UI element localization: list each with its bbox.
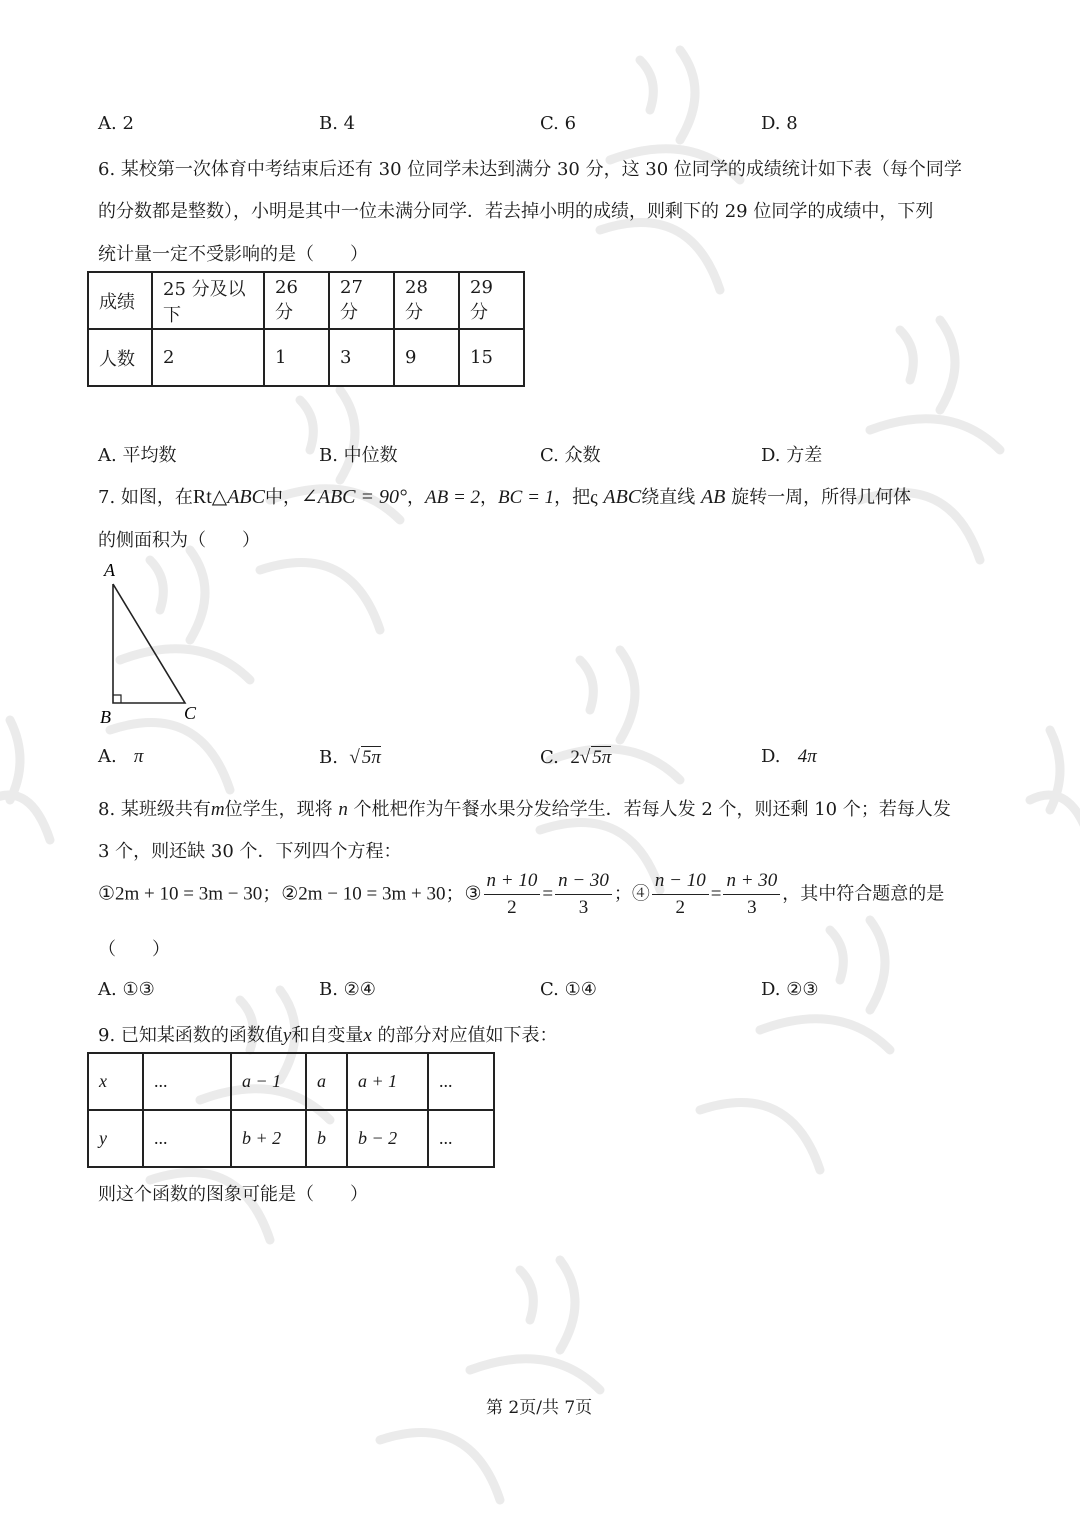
table-cell: ... xyxy=(143,1053,231,1110)
q5-option-b: B. 4 xyxy=(319,113,356,134)
q8-option-a: A. ①③ xyxy=(98,979,155,1000)
q7-ba: ，把 xyxy=(554,487,591,508)
q7-bc: BC = 1 xyxy=(498,487,555,508)
q7-option-a xyxy=(98,746,143,768)
table-cell: b − 2 xyxy=(347,1110,428,1167)
vertex-label-b: B xyxy=(100,707,111,727)
option-value: 5π xyxy=(592,747,612,768)
table-row xyxy=(88,1110,494,1167)
q8-answer-paren: （ ） xyxy=(98,939,170,960)
q5-option-a: A. 2 xyxy=(98,113,134,134)
q8-text-a: 8. 某班级共有 xyxy=(98,799,211,820)
option-label: C. xyxy=(540,747,559,768)
q7-mid: 中， xyxy=(264,487,301,508)
q9-var-y: y xyxy=(282,1025,292,1046)
q7-option-b: B. √ 5π xyxy=(319,747,381,768)
option-value: 5π xyxy=(361,747,381,768)
table-cell: a + 1 xyxy=(347,1053,428,1110)
table-cell: 人数 xyxy=(88,329,152,386)
table-cell: 成绩 xyxy=(88,272,152,329)
q8-var-n: n xyxy=(338,799,348,820)
table-row xyxy=(88,1053,494,1110)
q6-option-c: C. 众数 xyxy=(540,445,601,466)
fraction: $\frac{n - 30}{3}$ xyxy=(555,868,612,921)
q7-stem-line2: 的侧面积为（ ） xyxy=(98,530,260,551)
fraction: $\frac{n + 10}{2}$ xyxy=(484,868,541,921)
table-cell: ... xyxy=(428,1110,494,1167)
q8-stem-line1 xyxy=(98,795,951,821)
table-row xyxy=(88,329,524,386)
q9-question: 则这个函数的图象可能是（ ） xyxy=(98,1184,368,1205)
q7-abc: ABC xyxy=(227,486,265,508)
q8-text-c: 个枇杷作为午餐水果分发给学生．若每人发 2 个，则还剩 10 个；若每人发 xyxy=(353,799,951,820)
table-cell: ... xyxy=(143,1110,231,1167)
page-number: 第 2页/共 7页 xyxy=(486,1398,593,1418)
q7-prefix: 7. 如图，在 xyxy=(98,487,193,508)
q8-option-d: D. ②③ xyxy=(761,979,819,1000)
option-label: A. xyxy=(98,746,117,767)
q9-value-table xyxy=(87,1052,495,1168)
option-value: 4π xyxy=(797,746,817,767)
q5-option-d: D. 8 xyxy=(761,113,798,134)
q6-stem-line3: 统计量一定不受影响的是（ ） xyxy=(98,244,368,265)
q7-stem-line1: 7. 如图，在Rt△ABC中，∠ABC = 90°，AB = 2，BC = 1，把ς ABC绕直线 AB 旋转一周，所得几何体 xyxy=(98,486,912,508)
q7-ab: AB = 2 xyxy=(425,487,481,508)
q6-stem-line2: 的分数都是整数），小明是其中一位未满分同学．若去掉小明的成绩，则剩下的 29 位同学的成绩中，下列 xyxy=(98,201,934,222)
q9-stem xyxy=(98,1021,558,1047)
q7-option-d xyxy=(761,746,817,768)
q8-eq-1-2: ①2m + 10 = 3m − 30；②2m − 10 = 3m + 30；③ xyxy=(98,883,482,905)
q6-option-d: D. 方差 xyxy=(761,445,823,466)
q9-text-c: 的部分对应值如下表： xyxy=(377,1025,558,1046)
table-cell: 26 分 xyxy=(264,272,329,329)
table-cell: 1 xyxy=(264,329,329,386)
table-cell: 25 分及以下 xyxy=(152,272,264,329)
q7-rt: Rt△ xyxy=(192,486,228,508)
q6-option-a: A. 平均数 xyxy=(98,445,177,466)
q8-var-m: m xyxy=(210,799,225,820)
option-value: π xyxy=(133,746,144,767)
q7-angle: ∠ABC = 90° xyxy=(300,486,407,508)
q6-stem-line1: 6. 某校第一次体育中考结束后还有 30 位同学未达到满分 30 分，这 30 位同学的成绩统计如下表（每个同学 xyxy=(98,159,962,180)
table-cell: x xyxy=(88,1053,143,1110)
table-cell: b xyxy=(306,1110,347,1167)
vertex-label-c: C xyxy=(184,703,197,723)
table-cell: y xyxy=(88,1110,143,1167)
q7-option-c: C. 2√ 5π xyxy=(540,747,612,768)
right-angle-mark xyxy=(113,695,121,703)
q8-text-b: 位学生，现将 xyxy=(224,799,333,820)
table-cell: a xyxy=(306,1053,347,1110)
q7-triangle-figure xyxy=(96,558,216,728)
q6-score-table xyxy=(87,271,525,387)
q7-abc2: ABC xyxy=(603,486,642,508)
table-cell: b + 2 xyxy=(231,1110,306,1167)
q7-tail: 旋转一周，所得几何体 xyxy=(731,487,912,508)
q9-text-a: 9. 已知某函数的函数值 xyxy=(98,1025,283,1046)
table-cell: 3 xyxy=(329,329,394,386)
table-cell: 15 xyxy=(459,329,524,386)
fraction: $\frac{n - 10}{2}$ xyxy=(652,868,709,921)
fraction: $\frac{n + 30}{3}$ xyxy=(723,868,780,921)
table-cell: 9 xyxy=(394,329,459,386)
q9-text-b: 和自变量 xyxy=(291,1025,364,1046)
q5-option-c: C. 6 xyxy=(540,113,577,134)
q8-stem-line2: 3 个，则还缺 30 个．下列四个方程： xyxy=(98,841,402,862)
table-cell: a − 1 xyxy=(231,1053,306,1110)
table-cell: 2 xyxy=(152,329,264,386)
option-label: B. xyxy=(319,747,338,768)
q7-rot: 绕直线 xyxy=(641,487,696,508)
table-row xyxy=(88,272,524,329)
table-cell: ... xyxy=(428,1053,494,1110)
q8-equations: ①2m + 10 = 3m − 30；②2m − 10 = 3m + 30；③ $\frac{n + 10}{2}$ = $\frac{n - 30}{3}$ ；④ $\frac{n - 10}{2}$ = $\frac{n + 30}{3}$ ，其中符合题意的是 xyxy=(98,868,944,921)
q8-option-b: B. ②④ xyxy=(319,979,376,1000)
table-cell: 29 分 xyxy=(459,272,524,329)
q7-ab2: AB xyxy=(700,486,726,508)
q7-sym: ς xyxy=(590,487,598,508)
option-label: D. xyxy=(761,746,781,767)
table-cell: 27 分 xyxy=(329,272,394,329)
q8-mid: ；④ xyxy=(613,883,650,905)
table-cell: 28 分 xyxy=(394,272,459,329)
triangle-shape xyxy=(113,584,185,703)
option-coef: 2 xyxy=(570,747,580,768)
q8-option-c: C. ①④ xyxy=(540,979,597,1000)
q9-var-x: x xyxy=(363,1025,372,1046)
vertex-label-a: A xyxy=(104,560,115,580)
q8-tail: ，其中符合题意的是 xyxy=(782,883,945,905)
q6-option-b: B. 中位数 xyxy=(319,445,398,466)
